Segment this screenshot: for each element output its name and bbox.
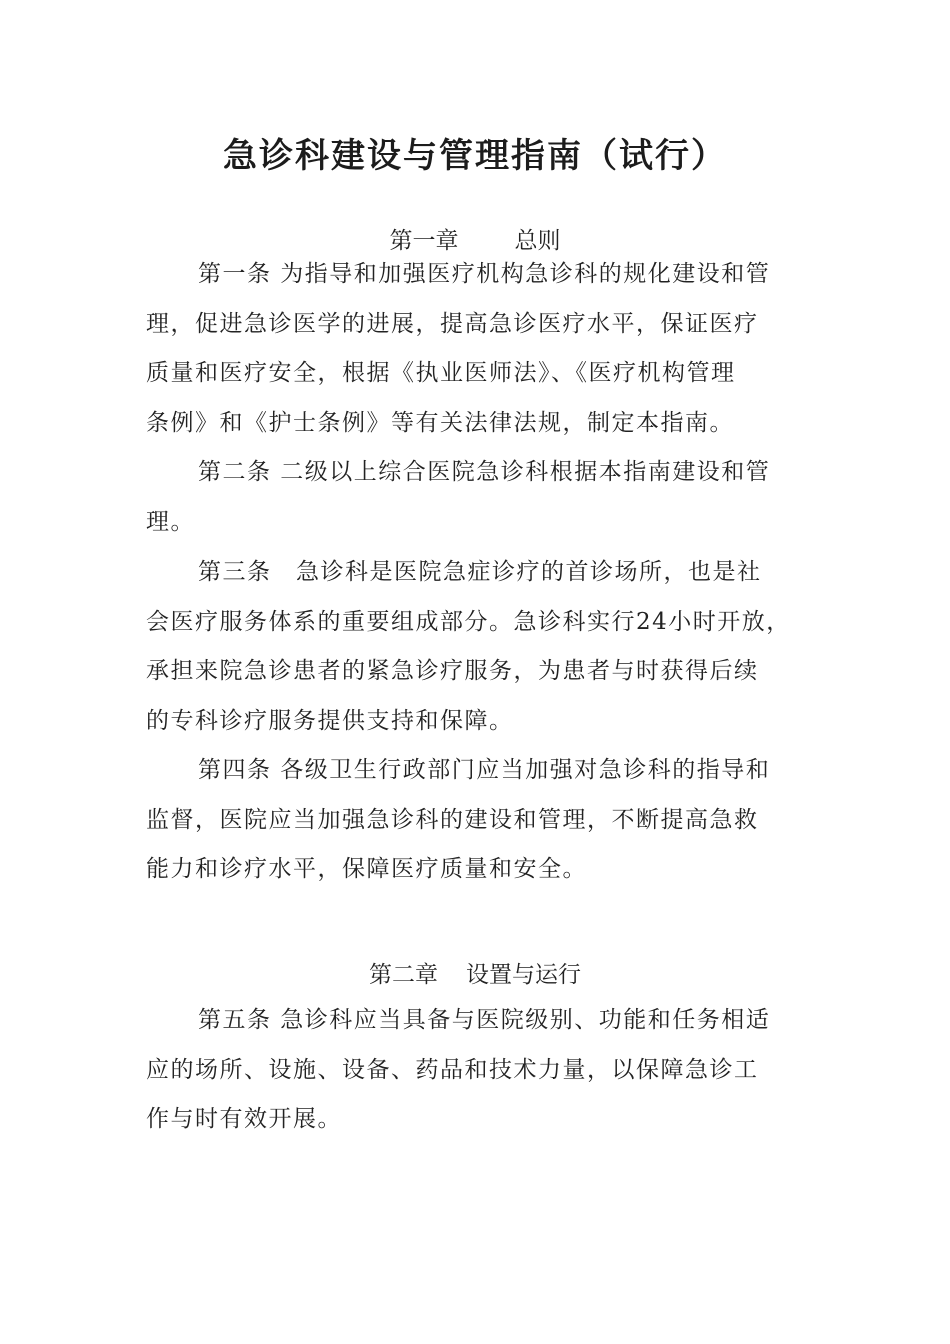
chapter-heading-2 [0, 956, 950, 989]
text-line: 质量和医疗安全，根据《执业医师法》、《医疗机构管理 [146, 360, 736, 386]
chapter-number: 第二章 [369, 962, 438, 988]
text-line: 条例》和《护士条例》等有关法律法规，制定本指南。 [146, 409, 734, 436]
article-2 [146, 448, 826, 547]
article-3 [146, 548, 826, 746]
text-line: 第四条 各级卫生行政部门应当加强对急诊科的指导和 [198, 757, 771, 783]
article-4 [146, 746, 826, 895]
text-line: 第二条 二级以上综合医院急诊科根据本指南建设和管 [198, 459, 771, 485]
text-line: 理，促进急诊医学的进展，提高急诊医疗水平，保证医疗 [146, 310, 759, 337]
text-line: 承担来院急诊患者的紧急诊疗服务，为患者与时获得后续 [146, 658, 759, 684]
article-5 [146, 996, 826, 1145]
chapter-name: 设置与运行 [466, 962, 581, 988]
text-line: 作与时有效开展。 [146, 1106, 342, 1132]
text-line: 应的场所、设施、设备、药品和技术力量，以保障急诊工 [146, 1056, 759, 1083]
text-line: 理。 [146, 508, 195, 535]
document-title: 急诊科建设与管理指南（试行） [223, 136, 727, 176]
chapter-name: 总则 [514, 228, 561, 254]
text-line: 第三条 急诊科是医院急症诊疗的首诊场所，也是社 [198, 559, 762, 585]
text-line: 监督，医院应当加强急诊科的建设和管理，不断提高急救 [146, 806, 759, 833]
text-line: 第一条 为指导和加强医疗机构急诊科的规化建设和管 [198, 261, 771, 287]
chapter-number: 第一章 [389, 228, 459, 254]
text-line: 的专科诊疗服务提供支持和保障。 [146, 707, 514, 734]
article-1 [146, 250, 826, 448]
text-line: 能力和诊疗水平，保障医疗质量和安全。 [146, 856, 587, 882]
text-line: 第五条 急诊科应当具备与医院级别、功能和任务相适 [198, 1007, 771, 1033]
text-line: 会医疗服务体系的重要组成部分。急诊科实行24小时开放， [146, 608, 791, 635]
